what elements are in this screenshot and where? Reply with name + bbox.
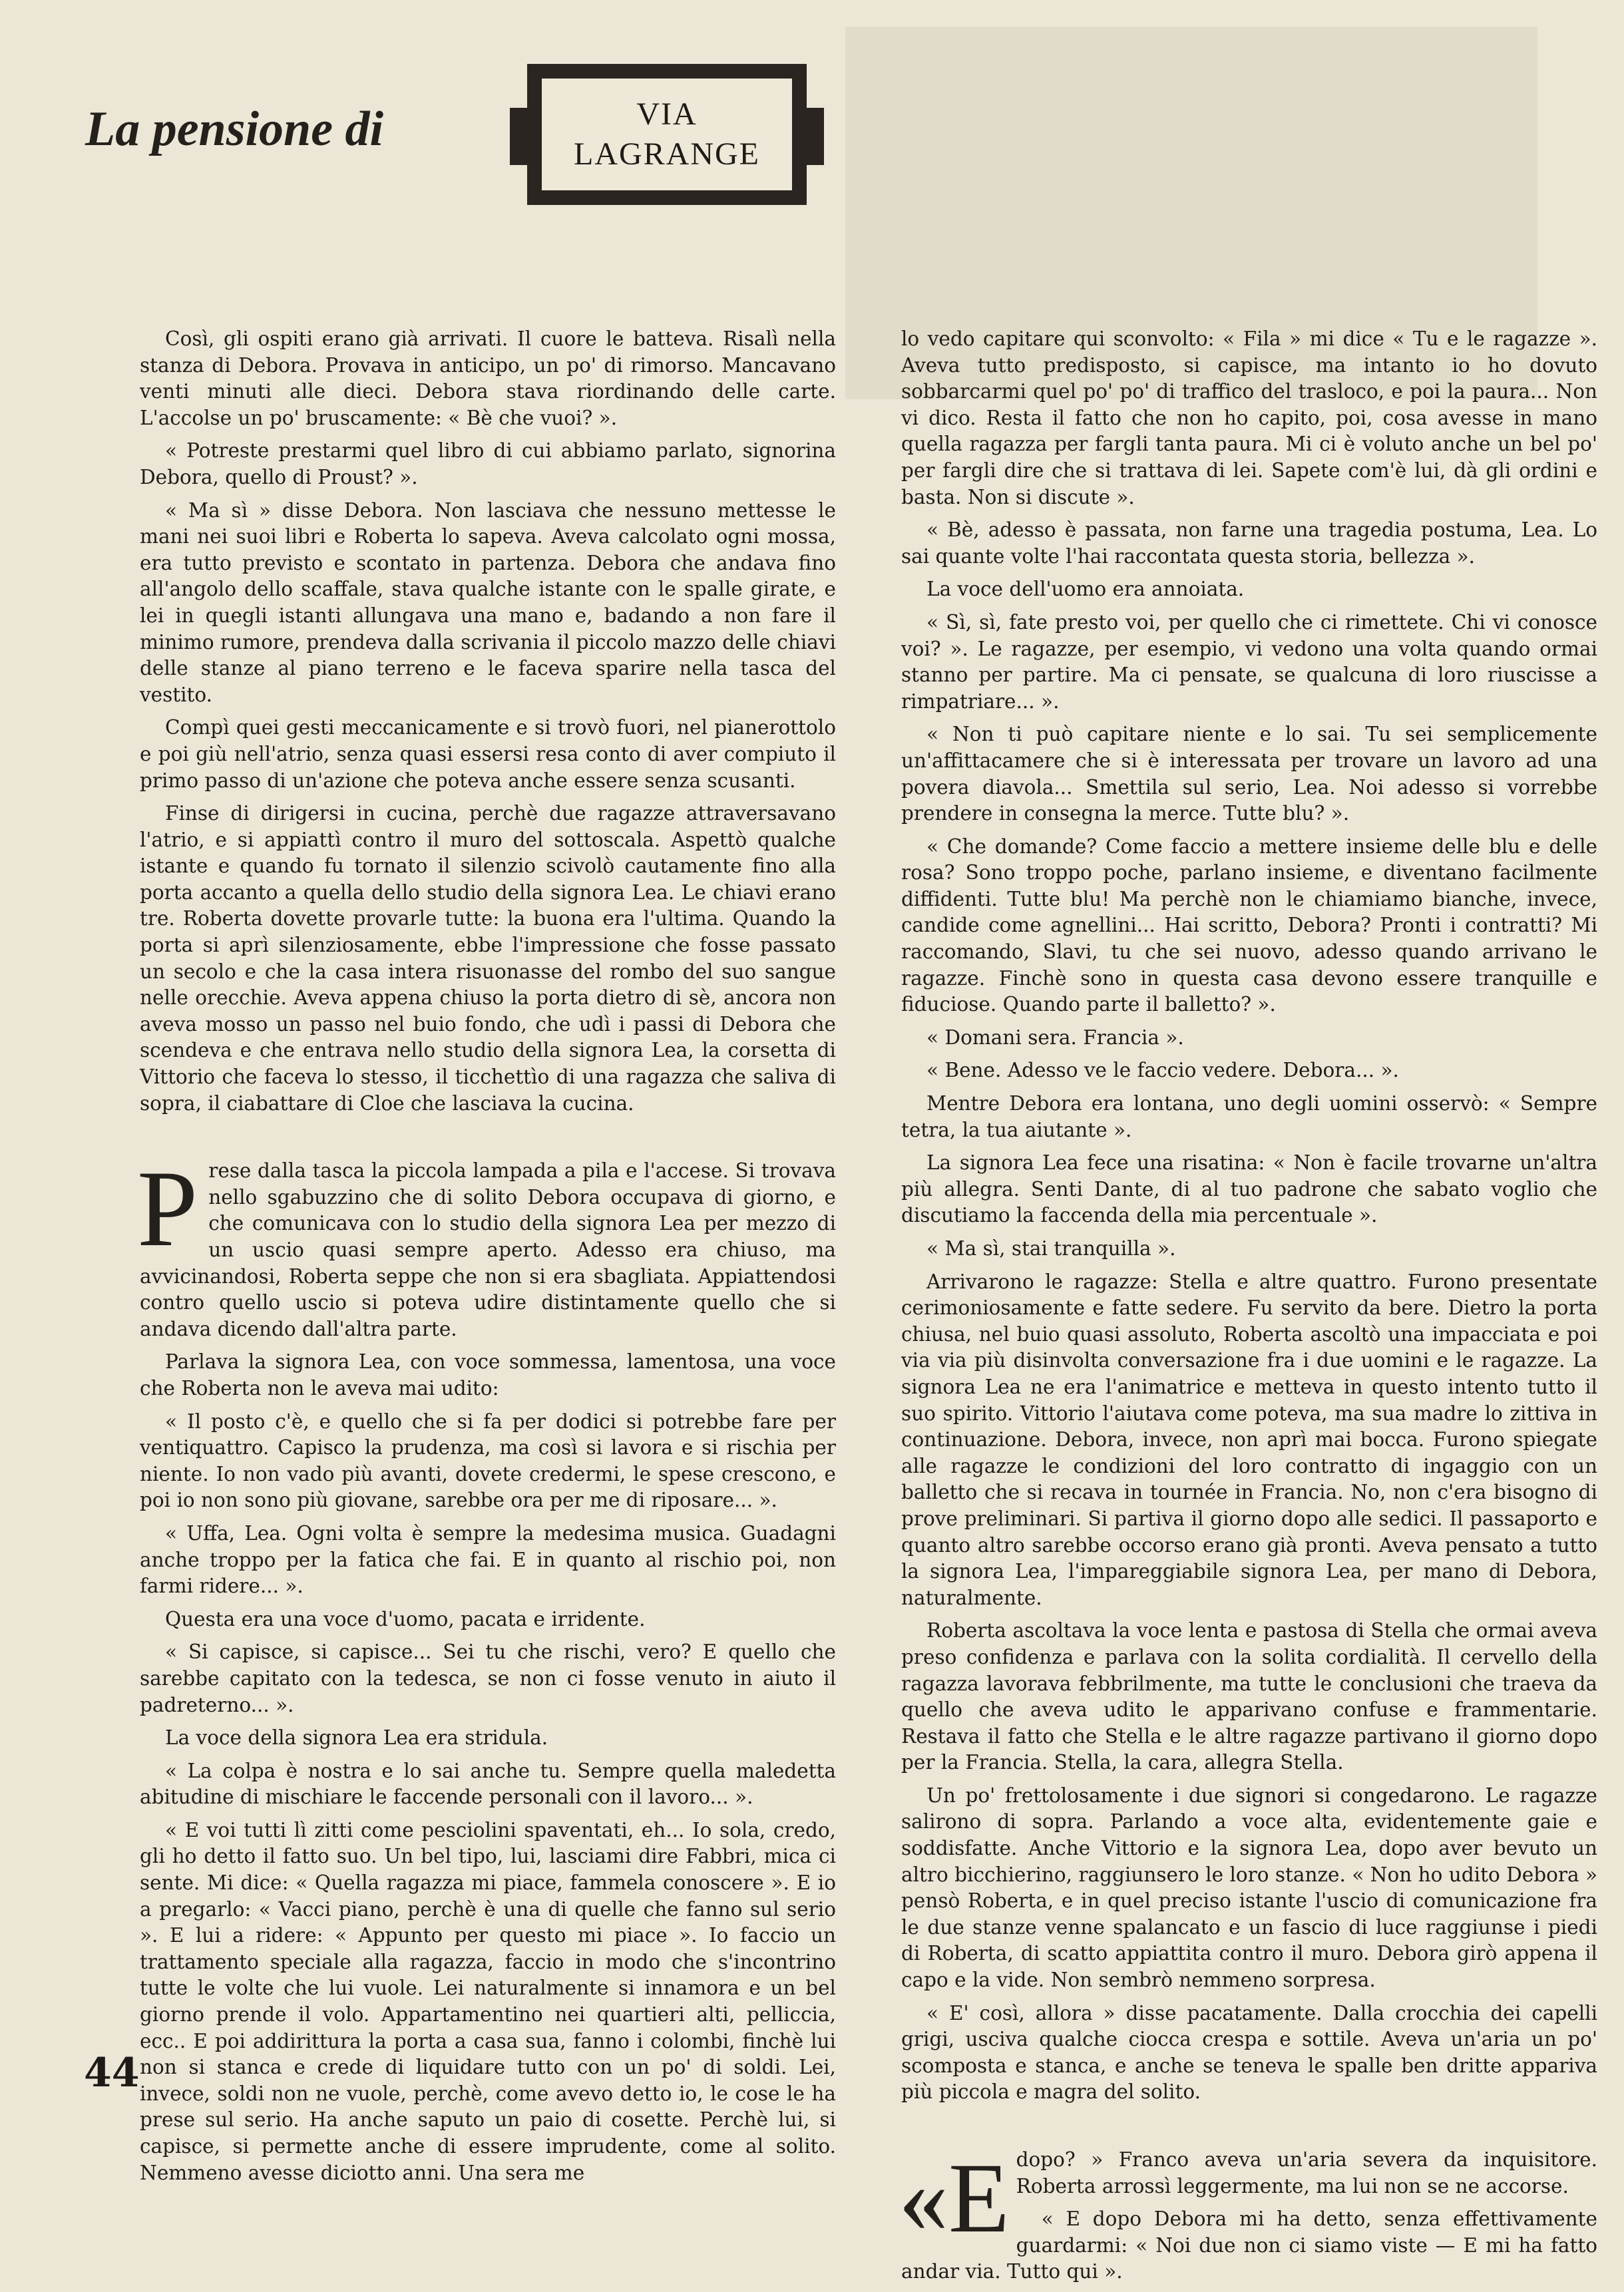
paragraph: Finse di dirigersi in cucina, perchè due ragazze attraversavano l'atrio, e si appiattì contro il muro del sottoscala. Aspettò qualche istante e quando fu tornato il silenzio scivolò cautamente fino alla porta accanto a quella dello studio della signora Lea. Le chiavi erano tre. Roberta dovette provarle tutte: la buona era l'ultima. Quando la porta si aprì silenziosamente, ebbe l'impressione che fosse passato un secolo e che la casa intera risuonasse del rombo del suo sangue nelle orecchie. Aveva appena chiuso la porta dietro di sè, ancora non aveva mosso un passo nel buio fondo, che udì i passi di Debora che scendeva e che entrava nello studio della signora Lea, la corsetta di Vittorio che faceva lo stesso, il ticchettìo di una ragazza che saliva di sopra, il ciabattare di Cloe che lasciava la cucina. [140, 802, 836, 1115]
paragraph: « Il posto c'è, e quello che si fa per dodici si potrebbe fare per ventiquattro. Capisco la prudenza, ma così si lavora e si rischia per niente. Io non vado più avanti, dovete credermi, le spese crescono, e poi io non sono più giovane, sarebbe ora per me di riposare... ». [140, 1410, 836, 1512]
paragraph: « Ma sì, stai tranquilla ». [926, 1237, 1176, 1260]
paragraph: Roberta ascoltava la voce lenta e pastosa di Stella che ormai aveva preso confidenza e parlava con la solita cordialità. Il cervello della ragazza lavorava febbrilmente, ma tutte le conclusioni che traeva da quello che aveva udito le apparivano confuse e frammentarie. Restava il fatto che Stella e le altre ragazze partivano il giorno dopo per la Francia. Stella, la cara, allegra Stella. [901, 1619, 1597, 1774]
paragraph: Compì quei gesti meccanicamente e si trovò fuori, nel pianerottolo e poi giù nell'atrio, senza quasi essersi resa conto di aver compiuto il primo passo di un'azione che poteva anche essere senza scusanti. [140, 716, 836, 792]
paragraph: « E voi tutti lì zitti come pesciolini spaventati, eh... Io sola, credo, gli ho detto il fatto suo. Un bel tipo, lui, lasciami dire Fabbri, mica ci sente. Mi dice: « Quella ragazza mi piace, fammela conoscere ». E io a pregarlo: « Vacci piano, perchè è una di quelle che fanno sul serio ». E lui a ridere: « Appunto per questo mi piace ». Io faccio un trattamento speciale alla ragazza, faccio in modo che s'incontrino tutte le volte che lui vuole. Lei naturalmente si innamora e un bel giorno prende il volo. Appartamentino nei quartieri alti, pelliccia, ecc.. E poi addirittura la porta a casa sua, fanno i colombi, finchè lui non si stanca e crede di liquidare tutto con un po' di soldi. Lei, invece, soldi non ne vuole, perchè, come avevo detto io, le cose le ha prese sul serio. Ha anche saputo un paio di cosette. Perchè lui, si capisce, si permette anche di essere imprudente, come al solito. Nemmeno avesse diciotto anni. Una sera me [140, 1818, 836, 2184]
paragraph: Parlava la signora Lea, con voce sommessa, lamentosa, una voce che Roberta non le aveva mai udito: [140, 1350, 836, 1400]
paragraph: « Che domande? Come faccio a mettere insieme delle blu e delle rosa? Sono troppo poche, parlano insieme, e diventano facilmente diffidenti. Tutte blu! Ma perchè non le chiamiamo bianche, invece, candide come agnellini... Hai scritto, Debora? Pronti i contratti? Mi raccomando, Slavi, tu che sei nuovo, adesso quando arrivano le ragazze. Finchè sono in questa casa devono essere tranquille e fiduciose. Quando parte il balletto? ». [901, 835, 1597, 1016]
paragraph: « Bene. Adesso ve le faccio vedere. Debora... ». [926, 1059, 1399, 1082]
paragraph: Così, gli ospiti erano già arrivati. Il cuore le batteva. Risalì nella stanza di Debora. Provava in anticipo, un po' di rimorso. Mancavano venti minuti alle dieci. Debora stava riordinando delle carte. L'accolse un po' bruscamente: « Bè che vuoi? ». [140, 327, 836, 429]
paragraph: « Si capisce, si capisce... Sei tu che rischi, vero? E quello che sarebbe capitato con la tedesca, se non ci fosse venuto in aiuto il padreterno... ». [140, 1640, 836, 1716]
paragraph: « Ma sì » disse Debora. Non lasciava che nessuno mettesse le mani nei suoi libri e Roberta lo sapeva. Aveva calcolato ogni mossa, era tutto previsto e scontato in partenza. Debora che andava fino all'angolo dello scaffale, stava qualche istante con le spalle girate, e lei in quegli istanti allungava una mano e, badando a non fare il minimo rumore, prendeva dalla scrivania il piccolo mazzo delle chiavi delle stanze al piano terreno e le faceva sparire nella tasca del vestito. [140, 498, 836, 706]
right-column [901, 326, 1597, 2292]
article-headline: La pensione di [85, 102, 384, 156]
page-number: 44 [84, 2050, 140, 2096]
paragraph: Arrivarono le ragazze: Stella e altre quattro. Furono presentate cerimoniosamente e fatte sedere. Fu servito da bere. Dietro la porta chiusa, nel buio quasi assoluto, Roberta ascoltò una impacciata e poi via via più disinvolta conversazione fra i due uomini e le ragazze. La signora Lea ne era l'animatrice e metteva in questo intento tutto il suo spirito. Vittorio l'aiutava come poteva, ma sua madre lo zittiva in continuazione. Debora, invece, non aprì mai bocca. Furono spiegate alle ragazze le condizioni del loro contratto di ingaggio con un balletto che si recava in tournée in Francia. No, non c'era bisogno di prove preliminari. Si partiva il giorno dopo alle sedici. Il passaporto e quanto altro sarebbe occorso erano già pronti. Aveva pensato a tutto la signora Lea, l'impareggiabile signora Lea, per mano di Debora, naturalmente. [901, 1270, 1597, 1609]
paragraph: Mentre Debora era lontana, uno degli uomini osservò: « Sempre tetra, la tua aiutante ». [901, 1092, 1597, 1141]
drop-cap-letter: «E [899, 2143, 1010, 2253]
paragraph: « Sì, sì, fate presto voi, per quello che ci rimettete. Chi vi conosce voi? ». Le ragazze, per esempio, vi vedono una volta quando ormai stanno per partire. Ma ci pensate, se qualcuna di loro riuscisse a rimpatriare... ». [901, 610, 1597, 713]
plaque-line-lagrange: LAGRANGE [574, 136, 760, 172]
dropcap-paragraph-text: rese dalla tasca la piccola lampada a pila e l'accese. Si trovava nello sgabuzzino che di solito Debora occupava di giorno, e che comunicava con lo studio della signora Lea per mezzo di un uscio quasi sempre aperto. Adesso era chiuso, ma avvicinandosi, Roberta seppe che non si era sbagliata. Appiattendosi contro quello uscio si poteva udire distintamente quello che si andava dicendo dall'altra parte. [140, 1159, 836, 1340]
paragraph: « Bè, adesso è passata, non farne una tragedia postuma, Lea. Lo sai quante volte l'hai raccontata questa storia, bellezza ». [901, 518, 1597, 568]
left-column [137, 326, 836, 2193]
paragraph: « E' così, allora » disse pacatamente. Dalla crocchia dei capelli grigi, usciva qualche ciocca crespa e sottile. Aveva un'aria un po' scomposta e stanca, e anche se teneva le spalle ben dritte appariva più piccola e magra del solito. [901, 2001, 1597, 2104]
drop-cap-letter: P [137, 1149, 198, 1270]
paragraph: Questa era una voce d'uomo, pacata e irridente. [165, 1607, 646, 1630]
paragraph: La voce dell'uomo era annoiata. [926, 578, 1245, 601]
paragraph: « Non ti può capitare niente e lo sai. Tu sei semplicemente un'affittacamere che si è interessata per trovare un lavoro ad una povera diavola... Smettila sul serio, Lea. Noi adesso si vorrebbe prendere in consegna la merce. Tutte blu? ». [901, 723, 1597, 825]
paragraph: « Domani sera. Francia ». [926, 1026, 1184, 1049]
paragraph: « Uffa, Lea. Ogni volta è sempre la medesima musica. Guadagni anche troppo per la fatica che fai. E in quanto al rischio poi, non farmi ridere... ». [140, 1521, 836, 1598]
paragraph: La signora Lea fece una risatina: « Non è facile trovarne un'altra più allegra. Senti Dante, di al tuo padrone che sabato voglio che discutiamo la faccenda della mia percentuale ». [901, 1151, 1597, 1227]
plaque-line-via: VIA [636, 96, 698, 132]
paragraph: « Potreste prestarmi quel libro di cui abbiamo parlato, signorina Debora, quello di Proust? ». [140, 439, 836, 488]
paragraph: « E dopo Debora mi ha detto, senza effettivamente guardarmi: « Noi due non ci siamo viste — E mi ha fatto andar via. Tutto qui ». [901, 2207, 1597, 2283]
section-break [137, 1149, 836, 1342]
dropcap-paragraph-text: dopo? » Franco aveva un'aria severa da inquisitore. Roberta arrossì leggermente, ma lui non se ne accorse. [1016, 2148, 1597, 2197]
dropcap-paragraph [137, 1149, 836, 1342]
paragraph: lo vedo capitare qui sconvolto: « Fila » mi dice « Tu e le ragazze ». Aveva tutto predisposto, si capisce, ma intanto io ho dovuto sobbarcarmi quel po' po' di traffico del trasloco, e poi la paura... Non vi dico. Resta il fatto che non ho capito, poi, cosa avesse in mano quella ragazza per fargli tanta paura. Mi ci è voluto anche un bel po' per fargli dire che si trattava di lei. Sapete com'è lui, dà gli ordini e basta. Non si discute ». [901, 327, 1597, 508]
title-plaque [527, 64, 807, 205]
paragraph: « La colpa è nostra e lo sai anche tu. Sempre quella maledetta abitudine di mischiare le faccende personali con il lavoro... ». [140, 1759, 836, 1809]
paragraph: La voce della signora Lea era stridula. [165, 1726, 548, 1750]
paragraph: Un po' frettolosamente i due signori si congedarono. Le ragazze salirono di sopra. Parlando a voce alta, evidentemente gaie e soddisfatte. Anche Vittorio e la signora Lea, dopo aver bevuto un altro bicchierino, raggiunsero le loro stanze. « Non ho udito Debora » pensò Roberta, e in quel preciso istante l'uscio di comunicazione fra le due stanze venne spalancato e un fascio di luce raggiunse i piedi di Roberta, di scatto appiattita contro il muro. Debora girò appena il capo e la vide. Non sembrò nemmeno sorpresa. [901, 1784, 1597, 1992]
